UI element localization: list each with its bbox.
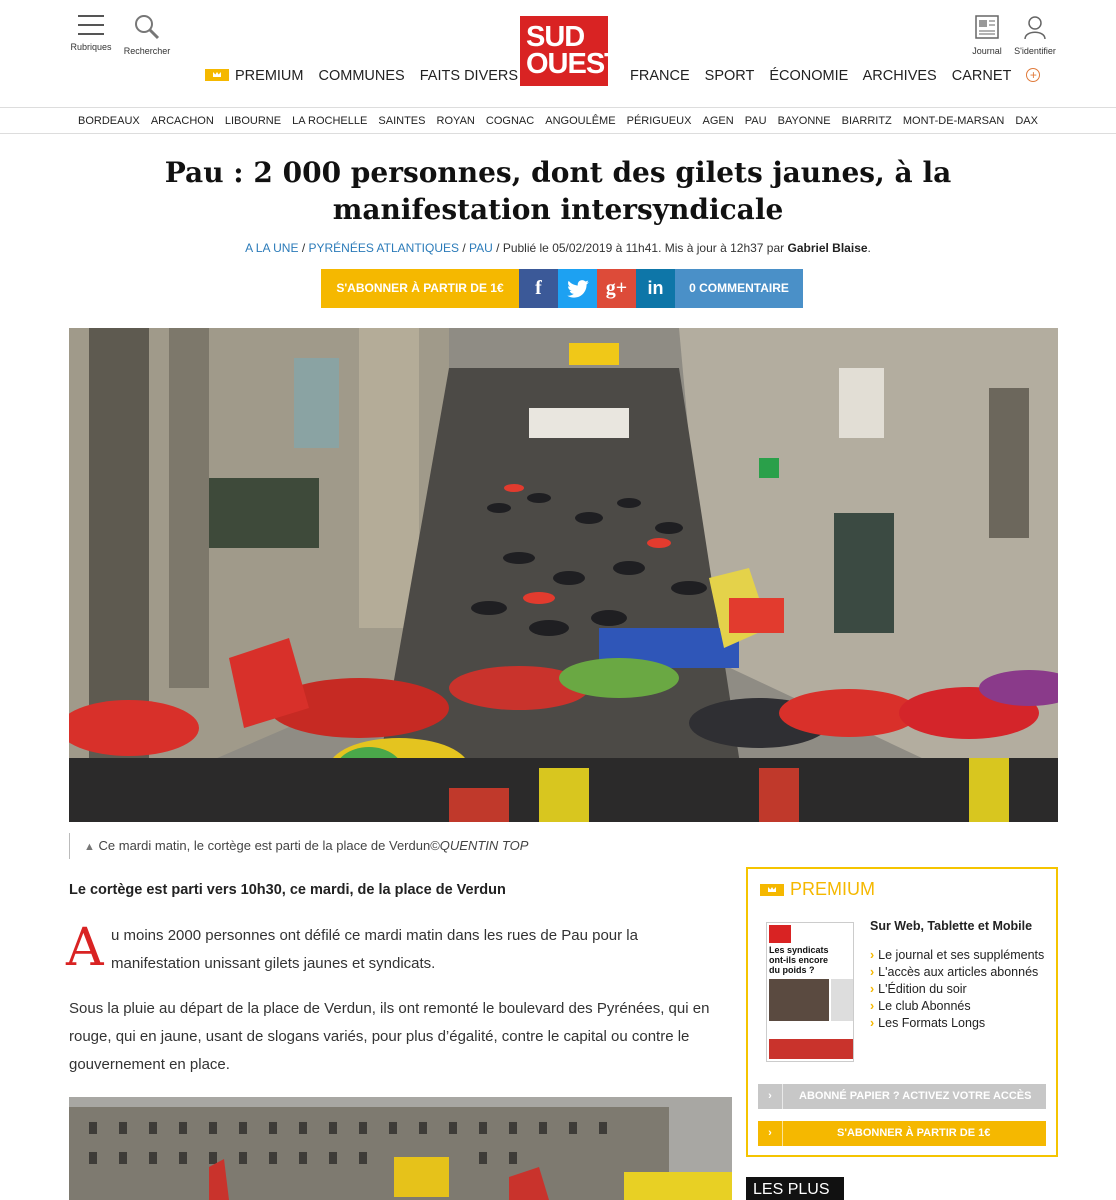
subscribe-button[interactable]: S'ABONNER À PARTIR DE 1€ [321, 269, 519, 308]
search-label: Rechercher [123, 46, 171, 56]
premium-feature-item[interactable]: › L'accès aux articles abonnés [870, 964, 1050, 980]
menu-icon [78, 14, 104, 36]
chevron-right-icon: › [758, 1121, 783, 1146]
article-paragraph-2: Sous la pluie au départ de la place de Verdun, ils ont remonté le boulevard des Pyrénées, qui en rouge, qui en jaune, usant de slogans variés, pour plus d’égalité, contre le capital ou contre le gouvernement en place. [69, 1000, 710, 1073]
premium-feature-item[interactable]: › Le journal et ses suppléments [870, 947, 1050, 963]
author-name[interactable]: Gabriel Blaise [787, 241, 868, 255]
city-link[interactable]: SAINTES [378, 115, 426, 127]
nav-economie[interactable]: ÉCONOMIE [769, 68, 849, 84]
premium-feature-item[interactable]: › Les Formats Longs [870, 1015, 1050, 1031]
city-link[interactable]: BIARRITZ [841, 115, 892, 127]
crown-icon [205, 69, 229, 81]
activate-access-button[interactable] [758, 1084, 1046, 1109]
newspaper-icon [974, 14, 1000, 40]
thumb-headline: Les syndicats ont-ils encore du poids ? [769, 945, 829, 975]
article-lead: Le cortège est parti vers 10h30, ce mardi, de la place de Verdun [69, 882, 506, 898]
comments-button[interactable]: 0 COMMENTAIRE [675, 269, 803, 308]
linkedin-icon: in [647, 278, 664, 298]
thumb-text-block [831, 979, 853, 1021]
rubriques-label: Rubriques [70, 42, 112, 52]
nav-premium[interactable]: PREMIUM [205, 68, 303, 84]
caption-text: Ce mardi matin, le cortège est parti de la place de Verdun© [98, 838, 440, 853]
google-plus-share-button[interactable] [597, 269, 636, 308]
hero-photo[interactable] [69, 328, 1058, 822]
plus-circle-icon[interactable]: + [1026, 68, 1040, 82]
crown-icon [760, 884, 784, 896]
article-paragraph-1: u moins 2000 personnes ont défilé ce mardi matin dans les rues de Pau pour la manifestation unissant gilets jaunes et syndicats. [111, 927, 638, 972]
caption-credit: QUENTIN TOP [439, 838, 529, 853]
article-meta: A LA UNE / PYRÉNÉES ATLANTIQUES / PAU / Publié le 05/02/2019 à 11h41. Mis à jour à 12h37 par Gabriel Blaise. [245, 241, 871, 255]
city-link[interactable]: DAX [1015, 115, 1038, 127]
premium-heading[interactable] [760, 879, 875, 900]
city-link[interactable]: ROYAN [436, 115, 475, 127]
city-link[interactable]: MONT-DE-MARSAN [902, 115, 1005, 127]
premium-feature-item[interactable]: › Le club Abonnés [870, 998, 1050, 1014]
activate-label: ABONNÉ PAPIER ? ACTIVEZ VOTRE ACCÈS [799, 1090, 1032, 1102]
chevron-right-icon: › [758, 1084, 783, 1109]
rubriques-button[interactable] [61, 14, 121, 52]
login-label: S'identifier [1014, 46, 1056, 56]
city-link[interactable]: BAYONNE [777, 115, 831, 127]
premium-box [746, 867, 1058, 1157]
linkedin-share-button[interactable] [636, 269, 675, 308]
premium-feature-item[interactable]: › L'Édition du soir [870, 981, 1050, 997]
logo-line1: SUD [526, 21, 585, 53]
nav-carnet[interactable]: CARNET [951, 68, 1012, 84]
city-link[interactable]: ANGOULÊME [545, 115, 616, 127]
city-link[interactable]: BORDEAUX [78, 115, 140, 127]
nav-communes[interactable]: COMMUNES [318, 68, 405, 84]
search-icon [134, 14, 160, 40]
twitter-share-button[interactable] [558, 269, 597, 308]
city-link[interactable]: LA ROCHELLE [292, 115, 368, 127]
breadcrumb-a-la-une[interactable]: A LA UNE [245, 241, 299, 255]
protest-photo [69, 328, 1058, 822]
google-plus-icon: g+ [605, 277, 628, 299]
breadcrumb-pyrenees[interactable]: PYRÉNÉES ATLANTIQUES [308, 241, 459, 255]
breadcrumb-pau[interactable]: PAU [469, 241, 493, 255]
premium-box-title: Sur Web, Tablette et Mobile [870, 919, 1033, 933]
share-bar [321, 269, 803, 308]
sud-ouest-logo[interactable] [520, 16, 621, 86]
facebook-share-button[interactable] [519, 269, 558, 308]
city-bar [0, 108, 1116, 134]
photo-caption [69, 833, 528, 859]
login-button[interactable] [1005, 14, 1065, 56]
city-link[interactable]: AGEN [702, 115, 734, 127]
nav-sport[interactable]: SPORT [704, 68, 755, 84]
twitter-icon [567, 280, 589, 298]
premium-features-list [870, 947, 1050, 1032]
user-icon [1022, 14, 1048, 40]
nav-right [630, 68, 1051, 84]
sidebar-subscribe-label: S'ABONNER À PARTIR DE 1€ [837, 1127, 991, 1139]
nav-france[interactable]: FRANCE [630, 68, 690, 84]
city-link[interactable]: PAU [744, 115, 767, 127]
thumb-footer [769, 1039, 853, 1059]
les-plus-heading: LES PLUS [746, 1177, 844, 1200]
city-link[interactable]: LIBOURNE [224, 115, 282, 127]
logo-line2: OUEST [526, 48, 621, 80]
newspaper-thumbnail[interactable] [766, 922, 854, 1062]
city-link[interactable]: PÉRIGUEUX [626, 115, 692, 127]
sidebar-subscribe-button[interactable] [758, 1121, 1046, 1146]
second-photo[interactable] [69, 1097, 732, 1200]
caption-triangle-icon: ▲ [84, 841, 95, 853]
city-link[interactable]: COGNAC [485, 115, 535, 127]
site-header [0, 0, 1116, 108]
thumb-logo [769, 925, 791, 943]
nav-left [205, 68, 529, 84]
thumb-photo [769, 979, 829, 1021]
journal-label: Journal [972, 46, 1002, 56]
premium-title: PREMIUM [790, 879, 875, 899]
facebook-icon: f [535, 277, 542, 299]
city-link[interactable]: ARCACHON [150, 115, 214, 127]
nav-faits-divers[interactable]: FAITS DIVERS [419, 68, 519, 84]
article-title: Pau : 2 000 personnes, dont des gilets jaunes, à la manifestation intersyndicale [164, 156, 952, 226]
search-button[interactable] [117, 14, 177, 56]
nav-archives[interactable]: ARCHIVES [862, 68, 937, 84]
building-photo [69, 1097, 732, 1200]
publish-date: Publié le 05/02/2019 à 11h41. Mis à jour à 12h37 par [502, 241, 785, 255]
drop-cap: A [66, 918, 104, 978]
